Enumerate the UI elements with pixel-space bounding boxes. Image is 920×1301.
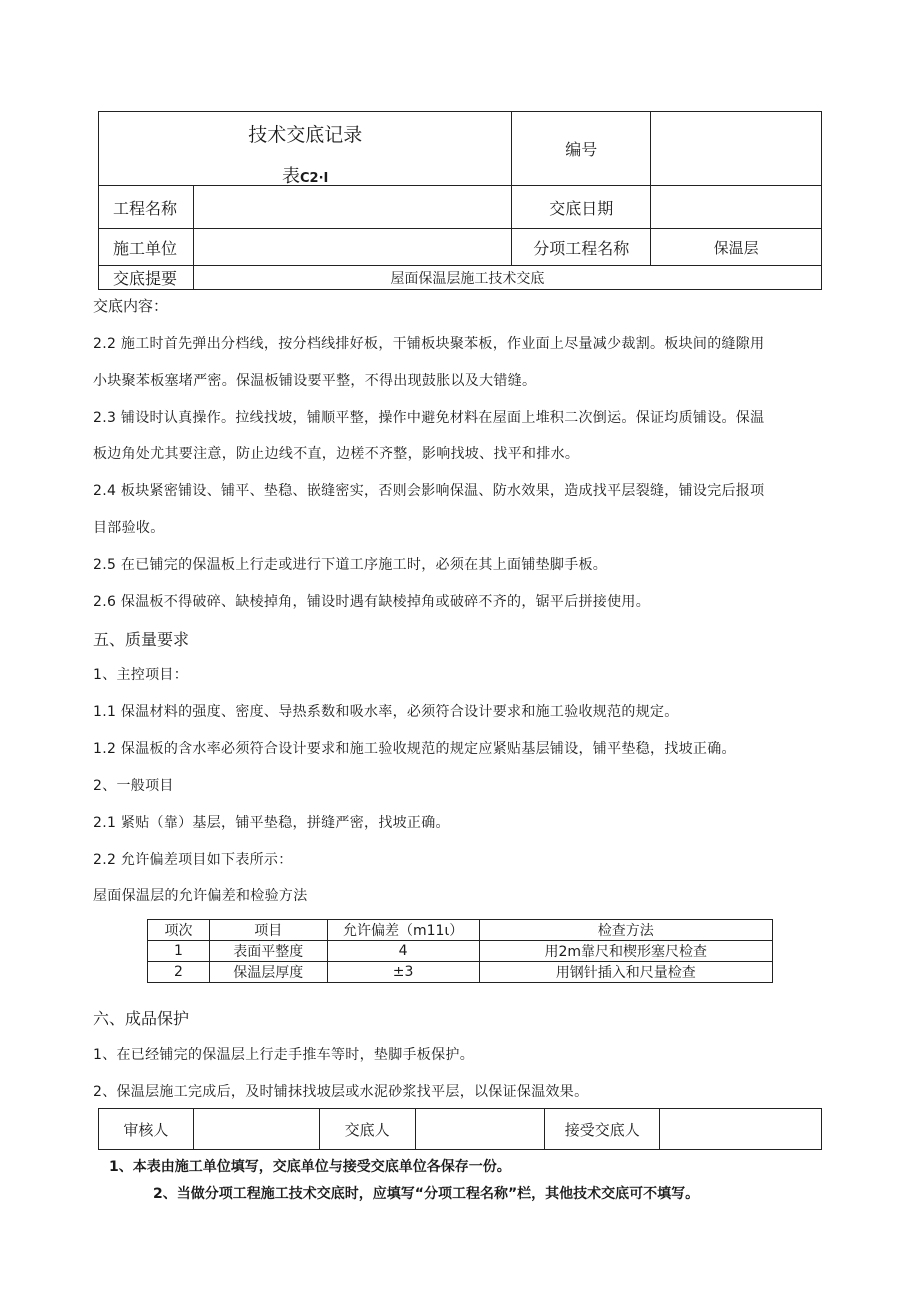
content-line: 小块聚苯板塞堵严密。保温板铺设要平整，不得出现鼓胀以及大错缝。 xyxy=(93,373,537,389)
unit-label: 施工单位 xyxy=(99,229,194,266)
table-cell: 用钢针插入和尺量检查 xyxy=(479,962,772,983)
table-cell: ±3 xyxy=(327,962,479,983)
content-line: 板边角处尤其要注意，防止边线不直，边槎不齐整，影响找坡、找平和排水。 xyxy=(93,446,580,462)
form-title: 技术交底记录 xyxy=(248,124,363,146)
content-line: 2.3 铺设时认真操作。拉线找坡，铺顺平整，操作中避免材料在屋面上堆积二次倒运。保证均质铺设。保温 xyxy=(93,410,765,426)
receiver-value[interactable] xyxy=(660,1109,822,1150)
number-value[interactable] xyxy=(651,112,822,186)
receiver-label: 接受交底人 xyxy=(545,1109,660,1150)
quality-item: 1.1 保温材料的强度、密度、导热系数和吸水率，必须符合设计要求和施工验收规范的规定。 xyxy=(93,704,679,720)
quality-item: 1、主控项目： xyxy=(93,667,189,683)
presenter-value[interactable] xyxy=(415,1109,545,1150)
quality-item: 1.2 保温板的含水率必须符合设计要求和施工验收规范的规定应紧贴基层铺设，铺平垫稳，找坡正确。 xyxy=(93,741,736,757)
content-line: 2.4 板块紧密铺设、铺平、垫稳、嵌缝密实，否则会影响保温、防水效果，造成找平层裂缝，铺设完后报项 xyxy=(93,483,765,499)
content-line: 目部验收。 xyxy=(93,520,165,536)
table-header-cell: 允许偏差（m11ι） xyxy=(327,920,479,941)
number-label: 编号 xyxy=(512,112,651,186)
project-name-label: 工程名称 xyxy=(99,186,194,229)
subproject-label: 分项工程名称 xyxy=(512,229,651,266)
quality-item: 2、一般项目 xyxy=(93,778,174,794)
date-value[interactable] xyxy=(651,186,822,229)
reviewer-label: 审核人 xyxy=(99,1109,194,1150)
table-row xyxy=(148,962,773,983)
quality-item: 2.1 紧贴（靠）基层，铺平垫稳，拼缝严密，找坡正确。 xyxy=(93,815,450,831)
footer-note: 1、本表由施工单位填写，交底单位与接受交底单位各保存一份。 xyxy=(109,1159,511,1175)
content-line: 2.5 在已铺完的保温板上行走或进行下道工序施工时，必须在其上面铺垫脚手板。 xyxy=(93,557,608,573)
unit-value[interactable] xyxy=(193,229,512,266)
table-cell: 1 xyxy=(148,941,210,962)
summary-label: 交底提要 xyxy=(99,266,194,290)
table-header-cell: 项目 xyxy=(209,920,327,941)
content-line: 2.2 施工时首先弹出分档线，按分档线排好板，干铺板块聚苯板，作业面上尽量减少裁割。板块间的缝隙用 xyxy=(93,336,765,352)
quality-item: 2.2 允许偏差项目如下表所示： xyxy=(93,852,293,868)
form-code xyxy=(99,162,511,188)
protection-heading: 六、成品保护 xyxy=(93,1009,190,1028)
content-heading: 交底内容： xyxy=(93,297,169,315)
summary-value: 屋面保温层施工技术交底 xyxy=(193,266,821,290)
protection-item: 1、在已经铺完的保温层上行走手推车等时，垫脚手板保护。 xyxy=(93,1047,475,1063)
reviewer-value[interactable] xyxy=(193,1109,319,1150)
footer-note: 2、当做分项工程施工技术交底时，应填写“分项工程名称”栏，其他技术交底可不填写。 xyxy=(153,1186,700,1202)
form-code-label: 表 xyxy=(282,166,301,187)
table-row xyxy=(148,941,773,962)
subproject-value[interactable]: 保温层 xyxy=(651,229,822,266)
table-cell: 4 xyxy=(327,941,479,962)
tolerance-table xyxy=(147,919,773,983)
signature-table xyxy=(98,1108,822,1150)
presenter-label: 交底人 xyxy=(319,1109,415,1150)
table-header-cell: 检查方法 xyxy=(479,920,772,941)
form-code-value: C2·I xyxy=(300,171,329,186)
header-table xyxy=(98,111,822,290)
table-header-row xyxy=(148,920,773,941)
project-name-value[interactable] xyxy=(193,186,512,229)
table-cell: 保温层厚度 xyxy=(209,962,327,983)
table-cell: 用2m靠尺和楔形塞尺检查 xyxy=(479,941,772,962)
quality-heading: 五、质量要求 xyxy=(93,630,190,649)
protection-item: 2、保温层施工完成后，及时铺抹找坡层或水泥砂浆找平层，以保证保温效果。 xyxy=(93,1084,589,1100)
title-cell xyxy=(99,112,512,186)
table-header-cell: 项次 xyxy=(148,920,210,941)
quality-table-caption: 屋面保温层的允许偏差和检验方法 xyxy=(93,888,308,904)
date-label: 交底日期 xyxy=(512,186,651,229)
table-cell: 2 xyxy=(148,962,210,983)
table-cell: 表面平整度 xyxy=(209,941,327,962)
content-line: 2.6 保温板不得破碎、缺棱掉角，铺设时遇有缺棱掉角或破碎不齐的，锯平后拼接使用。 xyxy=(93,594,651,610)
